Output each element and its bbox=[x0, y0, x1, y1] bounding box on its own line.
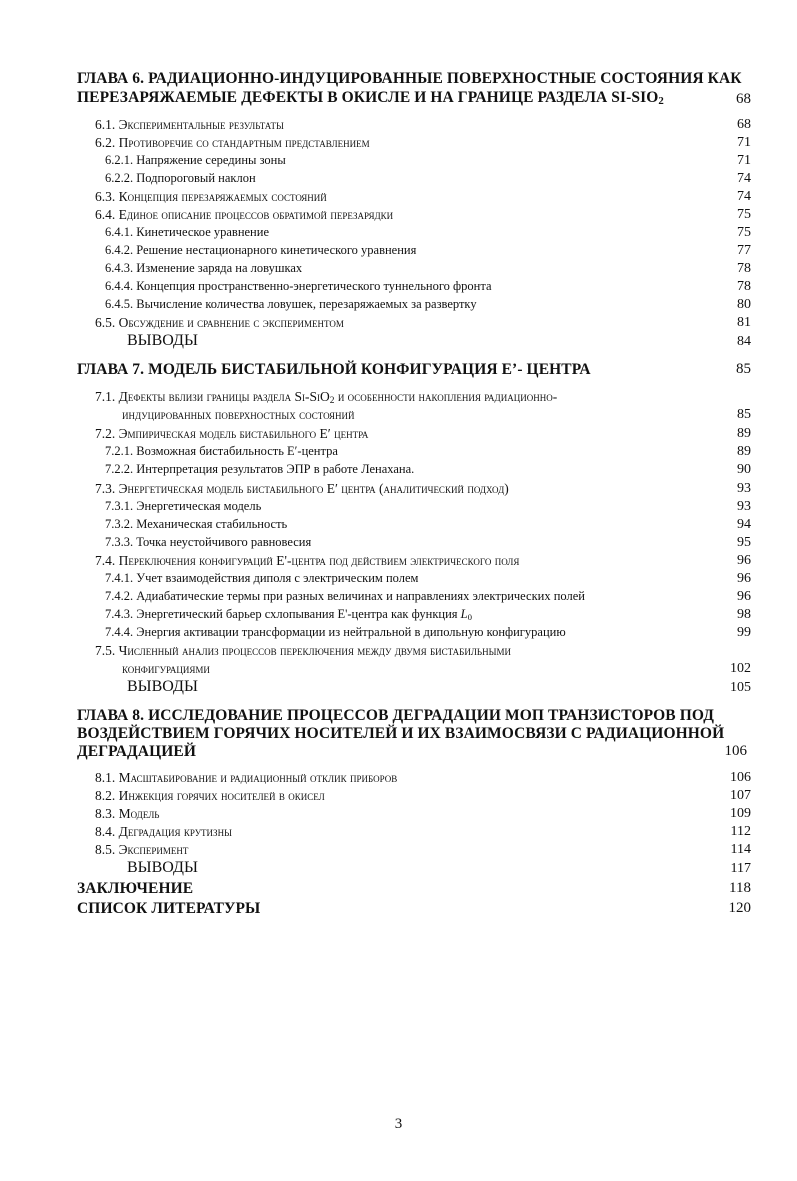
chapter-8-page: 106 bbox=[724, 743, 747, 759]
chapter-7-page: 85 bbox=[736, 361, 751, 377]
chapter-6-title-line1: ГЛАВА 6. РАДИАЦИОННО-ИНДУЦИРОВАННЫЕ ПОВЕРХНОСТНЫЕ СОСТОЯНИЯ КАК bbox=[77, 70, 742, 87]
chapter-8-title-line1: ГЛАВА 8. ИССЛЕДОВАНИЕ ПРОЦЕССОВ ДЕГРАДАЦИИ МОП ТРАНЗИСТОРОВ ПОД bbox=[77, 707, 714, 724]
page-number: 3 bbox=[394, 1116, 403, 1132]
toc-page: ГЛАВА 6. РАДИАЦИОННО-ИНДУЦИРОВАННЫЕ ПОВЕРХНОСТНЫЕ СОСТОЯНИЯ КАК ПЕРЕЗАРЯЖАЕМЫЕ ДЕФЕКТЫ В ОКИСЛЕ И НА ГРАНИЦЕ РАЗДЕЛА $SI-SIO_2$ 68 6.1. Экспериментальные результаты 68 6.2. Противоречие со стандартным представлением 71 6.2.1. Напряжение середины зоны 71 6.2.2. Подпороговый наклон 74 6.3. Концепция перезаряжаемых состояний 74 6.4. Единое описание процессов обратимой перезарядки 75 6.4.1. Кинетическое уравнение 75 6.4.2. Решение нестационарного кинетического уравнения 77 6.4.3. Изменение заряда на ловушках 78 6.4.4. Концепция пространственно-энергетического туннельного фронта 78 6.4.5. Вычисление количества ловушек, перезаряжаемых за развертку 80 6.5. Обсуждение и сравнение с экспериментом 81 ВЫВОДЫ 84 ГЛАВА 7. МОДЕЛЬ БИСТАБИЛЬНОЙ КОНФИГУРАЦИЯ E’- ЦЕНТРА 85 7.1. Дефекты вблизи границы раздела Si-SiO$_2$ и особенности накопления радиационно- индуцированных поверхностных состояний 85 7.2. Эмпирическая модель бистабильного E′ центра 89 7.2.1. Возможная бистабильность E′-центра 89 7.2.2. Интерпретация результатов ЭПР в работе Ленахана. 90 7.3. Энергетическая модель бистабильного E′ центра (аналитический подход) 93 7.3.1. Энергетическая модель 93 7.3.2. Механическая стабильность 94 7.3.3. Точка неустойчивого равновесия 95 7.4. Переключения конфигураций E'-центра под действием электрического поля 96 7.4.1. Учет взаимодействия диполя с электрическим полем 96 7.4.2. Адиабатические термы при разных величинах и направлениях электрических полей 96 7.4.3. Энергетический барьер схлопывания E'-центра как функция $L_0$ 98 7.4.4. Энергия активации трансформации из нейтральной в дипольную конфигурацию 99 7.5. Численный анализ процессов переключения между двумя бистабильными конфигурациями 102 ВЫВОДЫ 105 ГЛАВА 8. ИССЛЕДОВАНИЕ ПРОЦЕССОВ ДЕГРАДАЦИИ МОП ТРАНЗИСТОРОВ ПОД ВОЗДЕЙСТВИЕМ ГОРЯЧИХ НОСИТЕЛЕЙ И ИХ ВЗАИМОСВЯЗИ С РАДИАЦИОННОЙ ДЕГРАДАЦИЕЙ 106 8.1. Масштабирование и радиационный отклик приборов 106 8.2. Инжекция горячих носителей в окисел 107 8.3. Модель 109 8.4. Деградация крутизны 112 8.5. Эксперимент 114 ВЫВОДЫ 117 ЗАКЛЮЧЕНИЕ 118 СПИСОК ЛИТЕРАТУРЫ 120 3 bbox=[0, 0, 797, 1181]
chapter-8-title-line3: ДЕГРАДАЦИЕЙ bbox=[77, 743, 197, 760]
chapter-7-title: ГЛАВА 7. МОДЕЛЬ БИСТАБИЛЬНОЙ КОНФИГУРАЦИЯ E’- ЦЕНТРА bbox=[77, 361, 591, 378]
chapter-8-title-line2: ВОЗДЕЙСТВИЕМ ГОРЯЧИХ НОСИТЕЛЕЙ И ИХ ВЗАИМОСВЯЗИ С РАДИАЦИОННОЙ bbox=[77, 725, 725, 742]
chapter-6-page: 68 bbox=[736, 91, 751, 107]
chapter-6-title-line2: ПЕРЕЗАРЯЖАЕМЫЕ ДЕФЕКТЫ В ОКИСЛЕ И НА ГРАНИЦЕ РАЗДЕЛА $SI-SIO_2$ bbox=[77, 89, 664, 108]
